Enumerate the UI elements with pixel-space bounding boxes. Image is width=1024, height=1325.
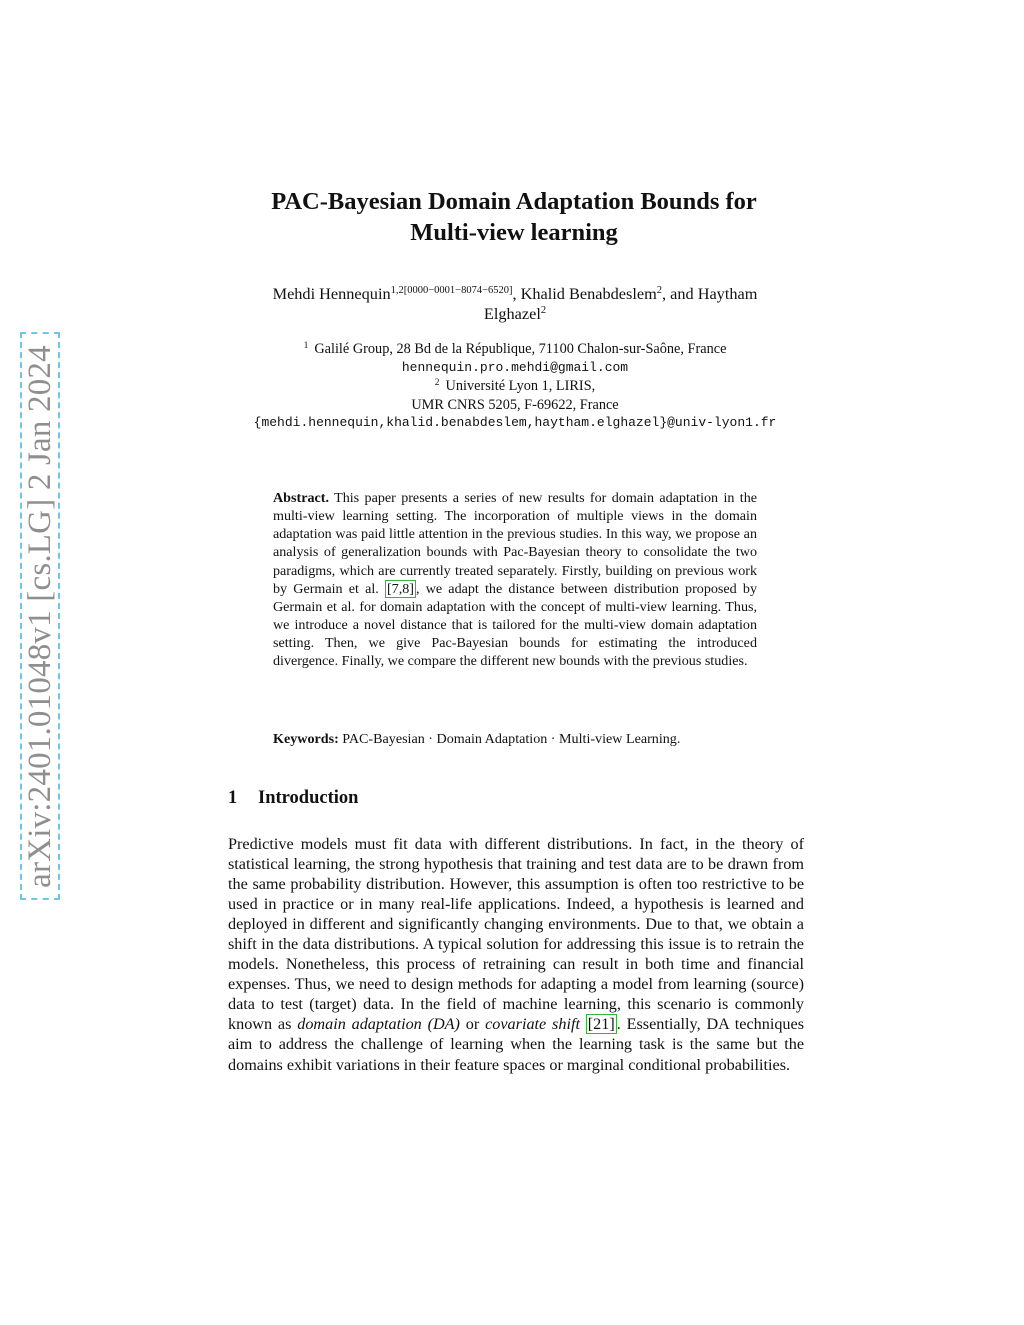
affiliation-2-email[interactable]: {mehdi.hennequin,khalid.benabdeslem,haytham.elghazel}@univ-lyon1.fr [253,415,777,430]
intro-text-2: . Essentially, DA techniques aim to address the challenge of learning when the learning task is the same but the domains exhibit variations in their feature spaces or marginal conditional probabilities. [228,1015,805,1074]
arxiv-stamp-text: arXiv:2401.01048v1 [cs.LG] 2 Jan 2024 [21,344,58,888]
affiliation-1: $^1$ Galilé Group, 28 Bd de la République, 71100 Chalon-sur-Saône, France [303,341,727,357]
author-1-sup: 1,2[0000−0001−8074−6520] [390,285,513,296]
author-2-sup: 2 [656,285,662,296]
section-number: 1 [228,788,238,808]
title-line-1: PAC-Bayesian Domain Adaptation Bounds for [271,188,757,215]
title-line-2: Multi-view learning [410,219,618,246]
author-1: Mehdi Hennequin [272,284,391,303]
author-2: , Khalid Benabdeslem [512,284,657,303]
abstract-label: Abstract. [273,490,329,506]
abstract-citation[interactable]: [7,8] [386,580,414,597]
keywords-text: PAC-Bayesian · Domain Adaptation · Multi-view Learning. [342,731,681,747]
intro-text-1: Predictive models must fit data with different distributions. In fact, in the theory of statistical learning, the strong hypothesis that training and test data are to be drawn from the same probability distribution. However, this assumption is often too restrictive to be used in practice or in many real-life applications. Indeed, a hypothesis is learned and deployed in different and significantly changing environments. Due to that, we obtain a shift in the data distributions. A typical solution for addressing this issue is to retrain the models. Nonetheless, this process of retraining can result in both time and financial expenses. Thus, we need to design methods for adapting a model from learning (source) data to test (target) data. In the field of machine learning, this scenario is commonly known as [228,835,804,1034]
intro-or: or [465,1015,480,1034]
affiliation-2-sup: 2 [434,378,440,388]
affiliation-1-email[interactable]: hennequin.pro.mehdi@gmail.com [401,359,629,375]
abstract-text-2: , we adapt the distance between distribution proposed by Germain et al. for domain adaptation with the concept of multi-view learning. Thus, we introduce a novel distance that is tailored for the multi-view domain adaptation setting. Then, we give Pac-Bayesian bounds for estimating the introduced divergence. Finally, we compare the different new bounds with the previous studies. [273,580,757,670]
paper-title [200,186,828,248]
keywords-label: Keywords: [273,731,339,747]
abstract-text-1: This paper presents a series of new results for domain adaptation in the multi-view learning setting. The incorporation of multiple views in the domain adaptation was paid little attention in the previous studies. In this way, we propose an analysis of generalization bounds with Pac-Bayesian theory to consolidate the two paradigms, which are currently treated separately. Firstly, building on previous work by Germain et al. [273,490,757,597]
section-title: Introduction [258,788,359,808]
intro-citation[interactable]: [21] [587,1015,615,1034]
author-list [215,284,815,324]
affiliation-2-line-2: UMR CNRS 5205, F-69622, France [411,396,619,413]
affiliation-1-sup: 1 [303,341,309,351]
author-3: Elghazel [483,304,541,323]
keywords [273,730,773,748]
arxiv-stamp [20,332,60,900]
author-3-sup: 2 [540,305,547,316]
intro-term-2: covariate shift [485,1015,580,1034]
author-sep: , and Haytham [661,284,758,303]
intro-term-1: domain adaptation (DA) [297,1015,460,1034]
intro-paragraph [228,834,804,1075]
affiliation-2: $^2$ Université Lyon 1, LIRIS, [434,378,596,394]
section-heading [228,786,358,810]
abstract [273,489,757,671]
affiliations [200,340,830,433]
